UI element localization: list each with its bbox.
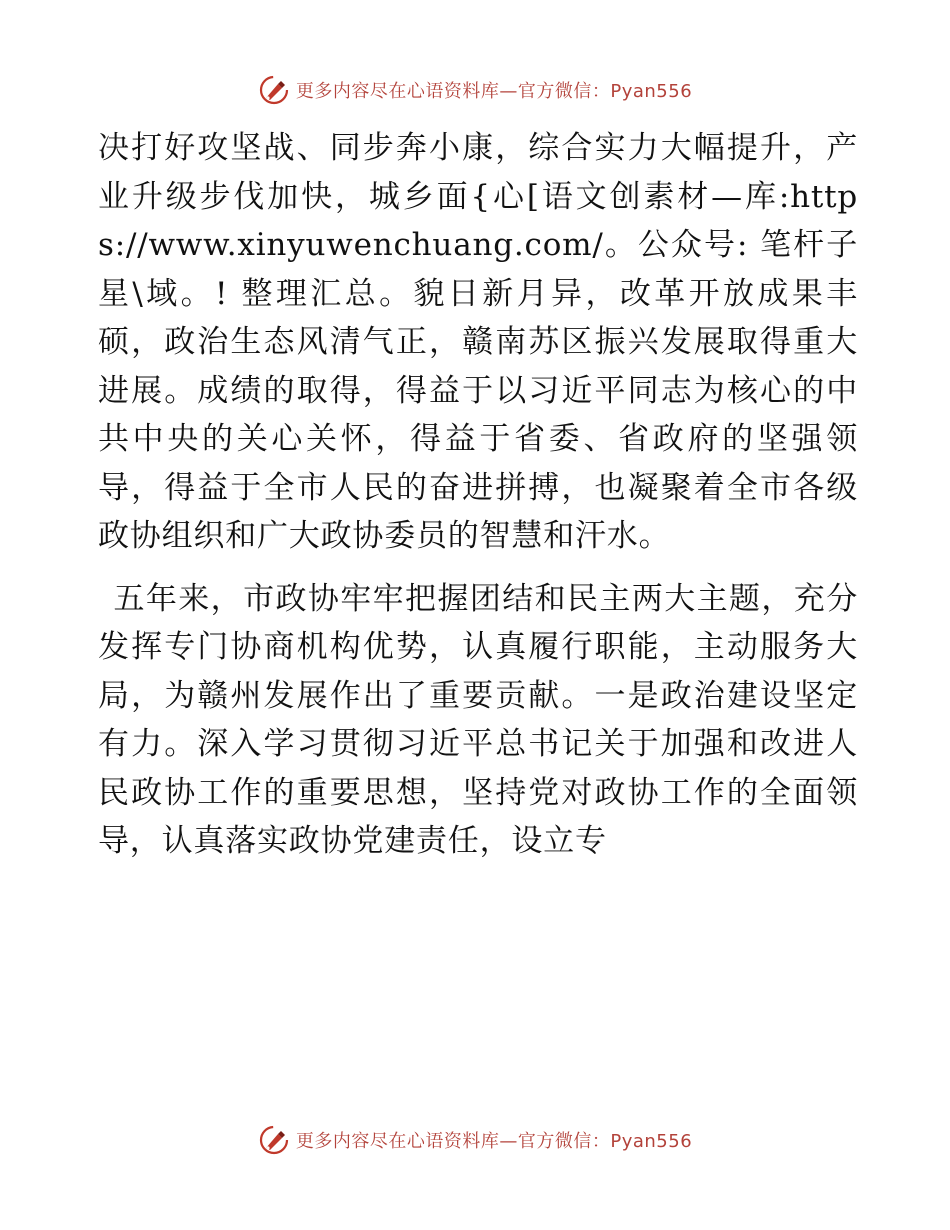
- header-banner-text: 更多内容尽在心语资料库—官方微信：Pyan556: [295, 81, 693, 102]
- document-body: [98, 124, 858, 866]
- paragraph-1: 决打好攻坚战、同步奔小康，综合实力大幅提升，产业升级步伐加快，城乡面{心[语文创素材—库:https://www.xinyuwenchuang.com/。公众号: 笔杆子星\域。! 整理汇总。貌日新月异，改革开放成果丰硕，政治生态风清气正，赣南苏区振兴发展取得重大进展。成绩的取得，得益于以习近平同志为核心的中共中央的关心关怀，得益于省委、省政府的坚强领导，得益于全市人民的奋进拼搏，也凝聚着全市各级政协组织和广大政协委员的智慧和汗水。: [98, 130, 858, 554]
- footer-banner-text: 更多内容尽在心语资料库—官方微信：Pyan556: [295, 1131, 693, 1152]
- header-banner: [0, 70, 950, 110]
- pen-logo-icon: [258, 74, 290, 106]
- footer-banner: [0, 1120, 950, 1160]
- pen-logo-icon: [258, 1124, 290, 1156]
- paragraph-2: 五年来，市政协牢牢把握团结和民主两大主题，充分发挥专门协商机构优势，认真履行职能，主动服务大局，为赣州发展作出了重要贡献。一是政治建设坚定有力。深入学习贯彻习近平总书记关于加强和改进人民政协工作的重要思想，坚持党对政协工作的全面领导，认真落实政协党建责任，设立专: [98, 580, 858, 859]
